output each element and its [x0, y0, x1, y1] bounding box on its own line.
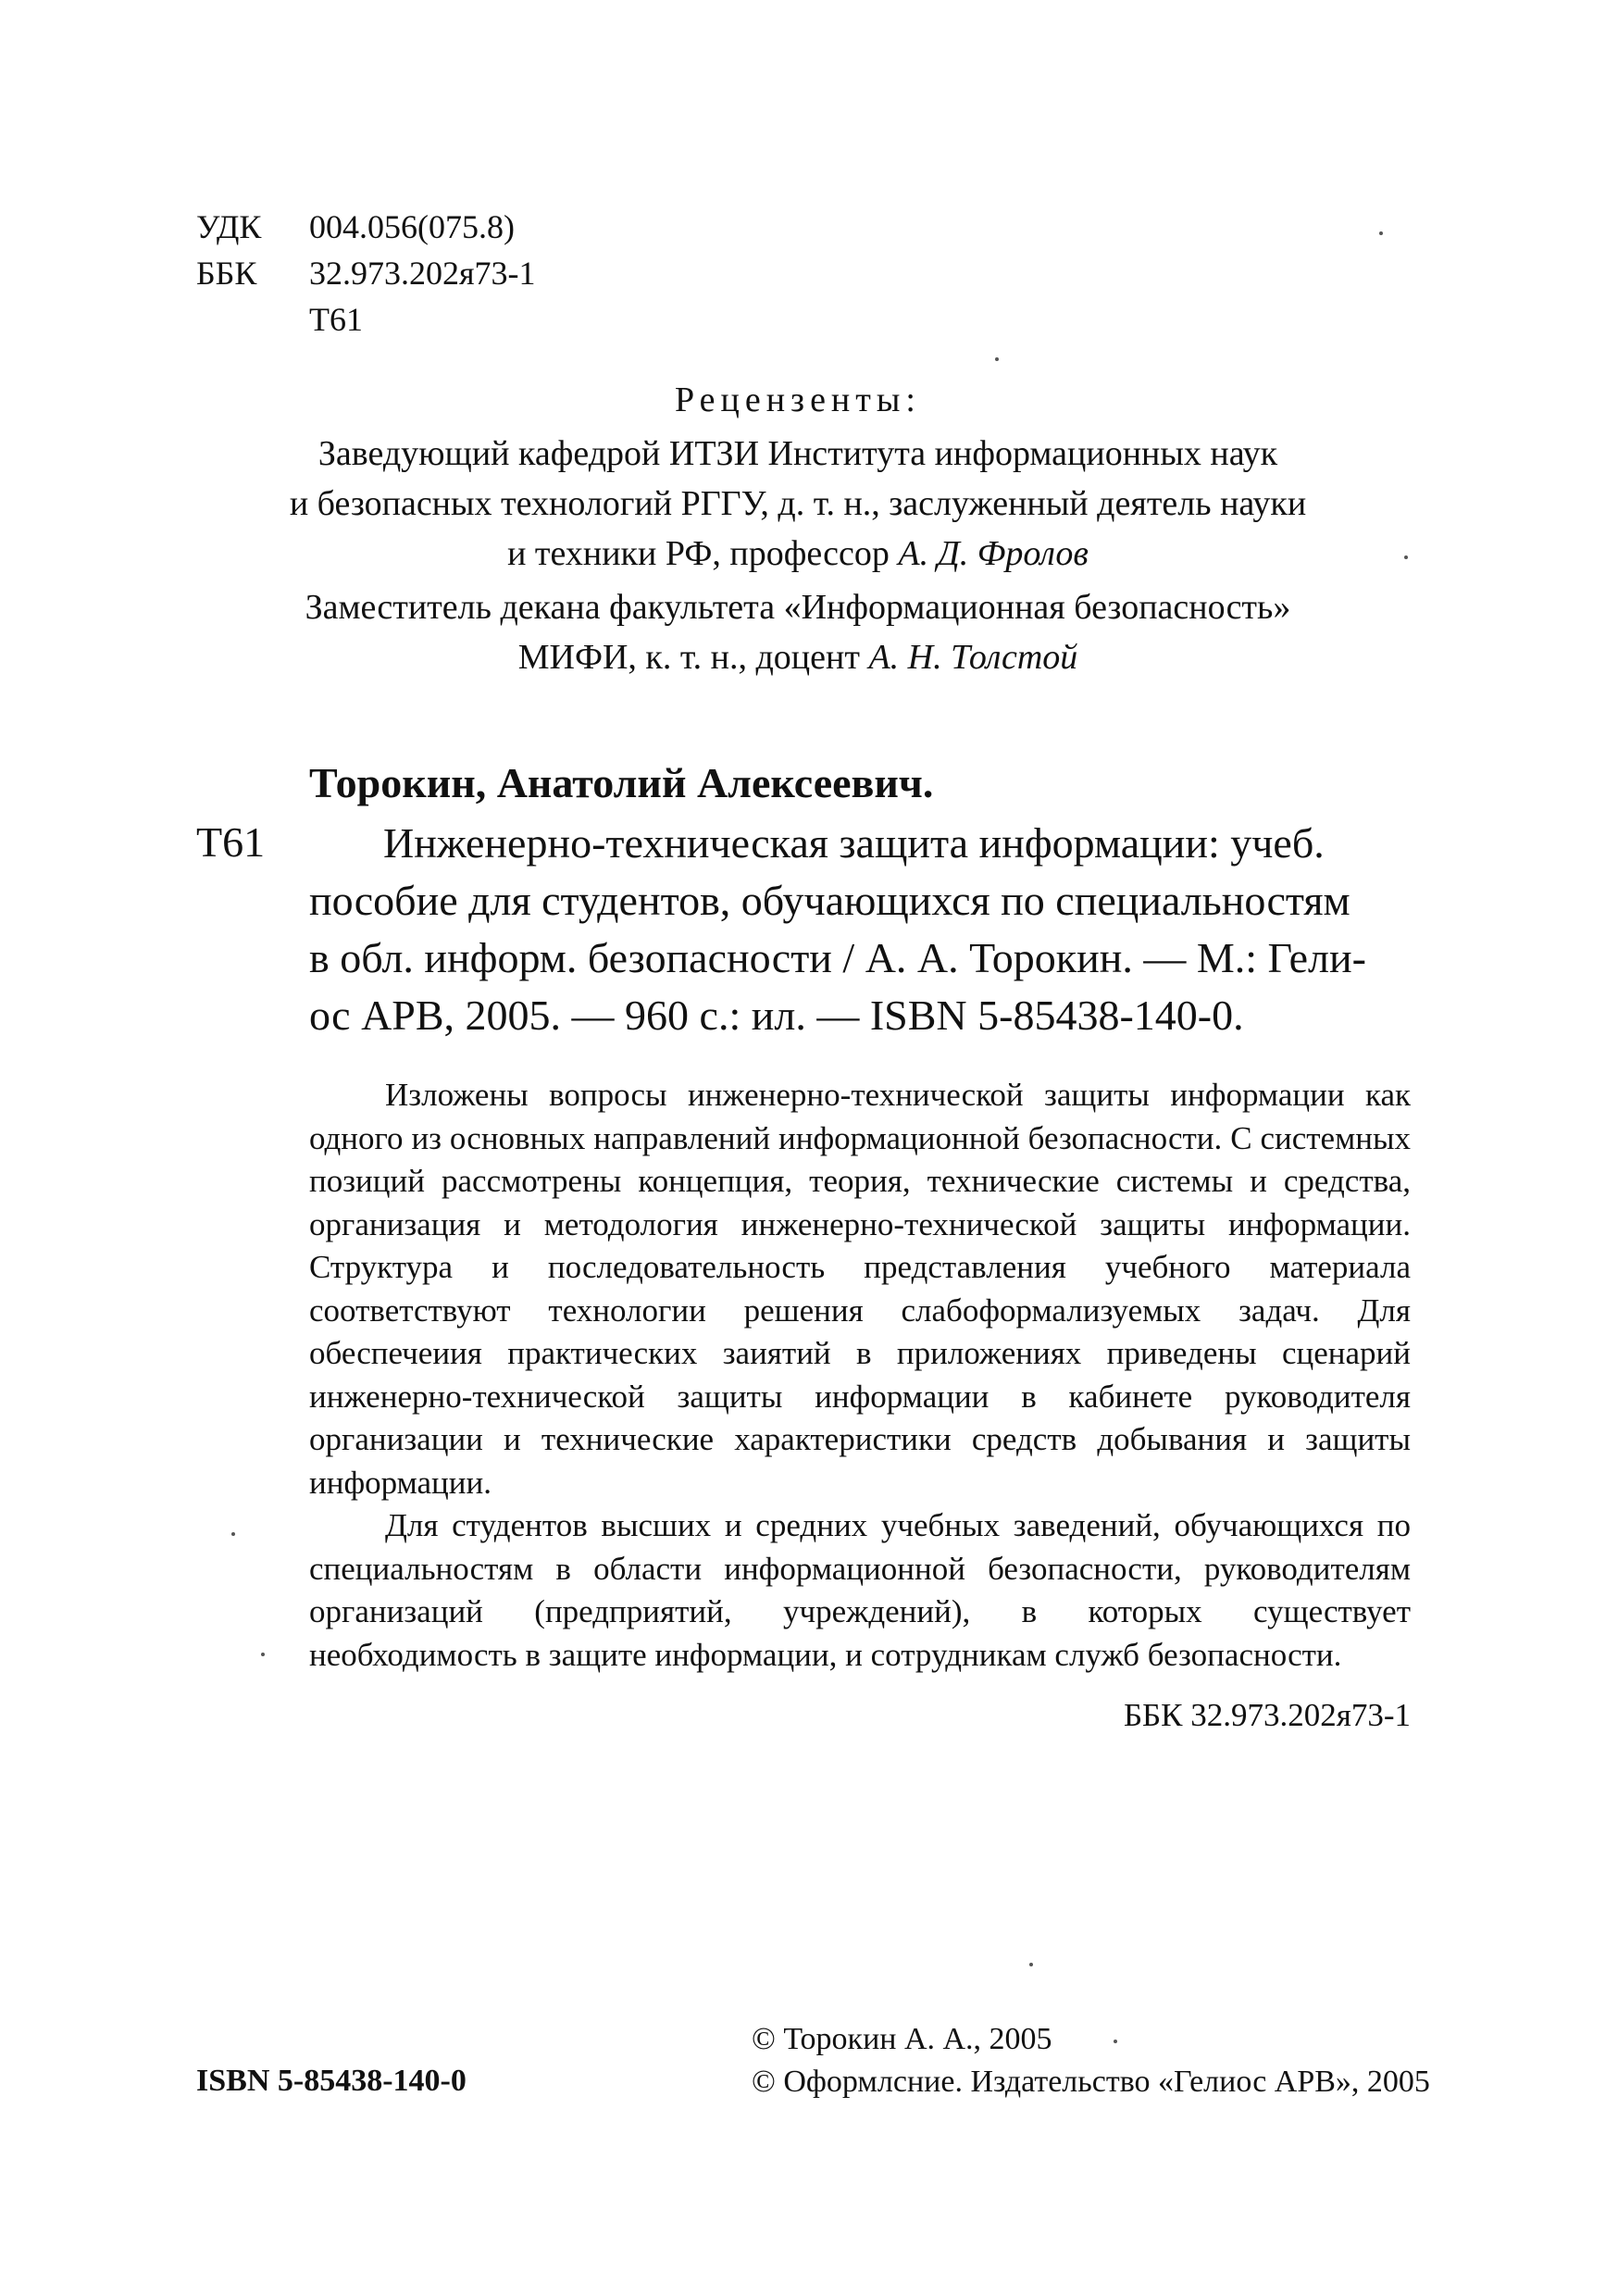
- reviewers-heading: Рецензенты:: [675, 381, 921, 419]
- annotation-paragraph-1: Изложены вопросы инженерно-технической защиты информации как одного из основных направлений информационной безопасности. С системных позиций рассмотрены концепция, теория, технические системы и средства, организация и методология инженерно-технической защиты информации. Структура и последовательность представления учебного материала соответствуют технологии решения слабоформализуемых задач. Для обеспечеиия практических заиятий в приложениях приведены сценарий инженерно-технической защиты информации в кабинете руководителя организации и технические характеристики средств добывания и защиты информации.: [309, 1077, 1411, 1501]
- reviewer-1-line-3: [196, 529, 1400, 579]
- udk-value: 004.056(075.8): [309, 208, 515, 245]
- reviewer-2-line-2: [196, 632, 1400, 682]
- author-heading: Торокин, Анатолий Алексеевич.: [309, 759, 934, 806]
- author-mark-row: [196, 296, 536, 343]
- reviewer-1-line-2: и безопасных технологий РГГУ, д. т. н., заслуженный деятель науки: [289, 484, 1307, 523]
- bbk-value: 32.973.202я73-1: [309, 255, 536, 292]
- title-line-4: ос АРВ, 2005. — 960 с.: ил. — ISBN 5-85438-140-0.: [309, 992, 1244, 1039]
- reviewers-block: [196, 375, 1400, 682]
- reviewer-1-name: А. Д. Фролов: [898, 534, 1089, 573]
- author-mark: Т61: [309, 301, 363, 338]
- udk-label: УДК: [196, 208, 262, 245]
- annotation-paragraph-2: Для студентов высших и средних учебных заведений, обучающихся по специальностям в области информационной безопасности, руководителям организаций (предприятий, учреждений), в которых существует необходимость в защите информации, и сотрудникам служб безопасности.: [309, 1507, 1411, 1673]
- classification-block: [196, 204, 536, 343]
- bbk-label: ББК: [196, 255, 257, 292]
- reviewer-2: [196, 582, 1400, 682]
- copyright-design: © Оформлсние. Издательство «Гелиос АРВ», 2005: [752, 2065, 1430, 2099]
- copyright-block: [752, 2018, 1430, 2103]
- reviewer-2-title: МИФИ, к. т. н., доцент: [517, 638, 860, 677]
- reviewer-1: [196, 429, 1400, 579]
- catalog-mark: Т61: [196, 818, 266, 866]
- isbn: ISBN 5-85438-140-0: [196, 2064, 467, 2098]
- annotation: [309, 1074, 1411, 1677]
- copyright-author: © Торокин А. А., 2005: [752, 2022, 1052, 2056]
- bibliographic-description: [309, 815, 1411, 1044]
- reviewer-2-name: А. Н. Толстой: [868, 638, 1078, 677]
- title-line-2: пособие для студентов, обучающихся по специальностям: [309, 877, 1350, 924]
- reviewer-2-line-1: Заместитель декана факультета «Информационная безопасность»: [305, 588, 1291, 627]
- reviewer-1-title: и техники РФ, профессор: [507, 534, 890, 573]
- annotation-bbk: ББК 32.973.202я73-1: [1123, 1697, 1411, 1733]
- udk-row: [196, 204, 536, 250]
- title-line-3: в обл. информ. безопасности / А. А. Торокин. — М.: Гели-: [309, 934, 1366, 981]
- title-line-1: Инженерно-техническая защита информации: учеб.: [383, 819, 1325, 867]
- reviewer-1-line-1: Заведующий кафедрой ИТЗИ Института информационных наук: [317, 434, 1278, 473]
- bbk-row: [196, 250, 536, 296]
